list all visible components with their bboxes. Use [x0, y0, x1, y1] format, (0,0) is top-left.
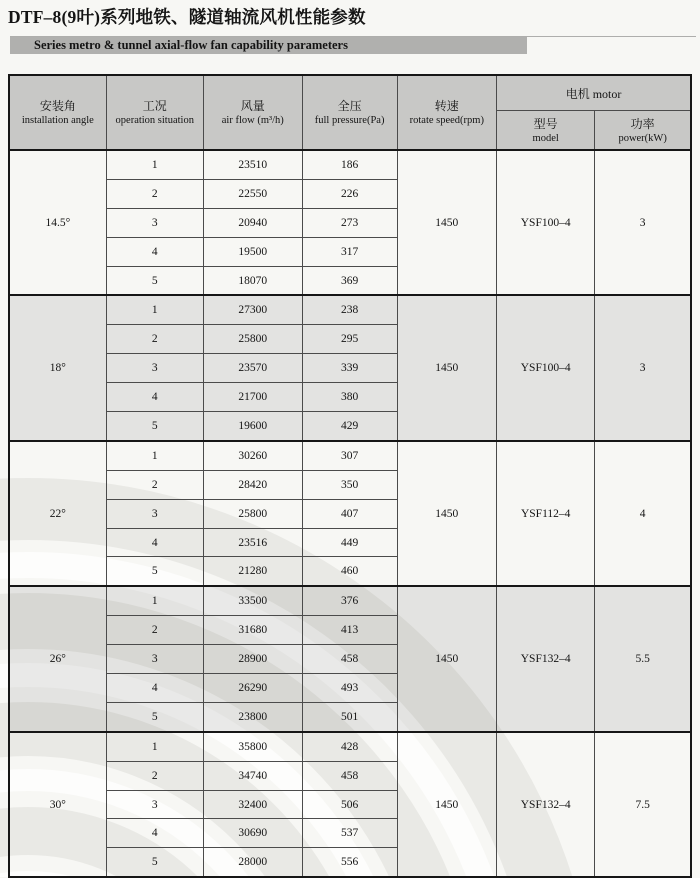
- situation-cell: 4: [106, 383, 203, 412]
- table-row: [9, 295, 691, 324]
- pressure-cell: 537: [302, 819, 397, 848]
- situation-cell: 2: [106, 761, 203, 790]
- col-header-installation-angle-zh: 安装角: [39, 99, 76, 114]
- airflow-cell: 21280: [203, 557, 302, 586]
- airflow-cell: 32400: [203, 790, 302, 819]
- situation-cell: 2: [106, 325, 203, 354]
- airflow-cell: 25800: [203, 325, 302, 354]
- airflow-cell: 30690: [203, 819, 302, 848]
- pressure-cell: 339: [302, 354, 397, 383]
- speed-cell: 1450: [397, 732, 497, 877]
- angle-cell: 22°: [9, 441, 106, 586]
- col-header-model-en: model: [532, 132, 559, 144]
- model-cell: YSF100–4: [497, 150, 595, 295]
- pressure-cell: 458: [302, 645, 397, 674]
- airflow-cell: 26290: [203, 674, 302, 703]
- col-header-rotate-speed-zh: 转速: [434, 99, 459, 114]
- airflow-cell: 23510: [203, 150, 302, 179]
- airflow-cell: 18070: [203, 266, 302, 295]
- model-cell: YSF112–4: [497, 441, 595, 586]
- speed-cell: 1450: [397, 150, 497, 295]
- situation-cell: 1: [106, 295, 203, 324]
- pressure-cell: 493: [302, 674, 397, 703]
- col-header-full-pressure-en: full pressure(Pa): [314, 115, 385, 127]
- col-header-model: [497, 111, 595, 151]
- situation-cell: 4: [106, 237, 203, 266]
- airflow-cell: 30260: [203, 441, 302, 470]
- table-row: [9, 586, 691, 615]
- situation-cell: 5: [106, 557, 203, 586]
- pressure-cell: 350: [302, 470, 397, 499]
- col-header-power-zh: 功率: [630, 116, 655, 131]
- pressure-cell: 460: [302, 557, 397, 586]
- situation-cell: 4: [106, 528, 203, 557]
- pressure-cell: 506: [302, 790, 397, 819]
- col-header-power: [595, 111, 691, 151]
- col-header-air-flow-zh: 风量: [240, 99, 265, 114]
- airflow-cell: 23800: [203, 702, 302, 731]
- angle-cell: 30°: [9, 732, 106, 877]
- table-row: [9, 441, 691, 470]
- airflow-cell: 25800: [203, 499, 302, 528]
- pressure-cell: 449: [302, 528, 397, 557]
- angle-cell: 14.5°: [9, 150, 106, 295]
- situation-cell: 3: [106, 208, 203, 237]
- power-cell: 3: [595, 295, 691, 440]
- airflow-cell: 21700: [203, 383, 302, 412]
- airflow-cell: 28420: [203, 470, 302, 499]
- speed-cell: 1450: [397, 295, 497, 440]
- pressure-cell: 226: [302, 179, 397, 208]
- airflow-cell: 23516: [203, 528, 302, 557]
- pressure-cell: 429: [302, 412, 397, 441]
- airflow-cell: 33500: [203, 586, 302, 615]
- situation-cell: 3: [106, 354, 203, 383]
- situation-cell: 3: [106, 499, 203, 528]
- pressure-cell: 295: [302, 325, 397, 354]
- angle-cell: 18°: [9, 295, 106, 440]
- page-subtitle: Series metro & tunnel axial-flow fan capability parameters: [10, 37, 527, 54]
- col-header-operation-situation-zh: 工况: [142, 99, 167, 114]
- speed-cell: 1450: [397, 441, 497, 586]
- model-cell: YSF100–4: [497, 295, 595, 440]
- situation-cell: 1: [106, 150, 203, 179]
- pressure-cell: 458: [302, 761, 397, 790]
- pressure-cell: 376: [302, 586, 397, 615]
- power-cell: 3: [595, 150, 691, 295]
- airflow-cell: 22550: [203, 179, 302, 208]
- pressure-cell: 238: [302, 295, 397, 324]
- col-header-installation-angle-en: installation angle: [21, 115, 94, 127]
- pressure-cell: 369: [302, 266, 397, 295]
- situation-cell: 5: [106, 702, 203, 731]
- pressure-cell: 501: [302, 702, 397, 731]
- col-header-model-zh: 型号: [533, 116, 558, 131]
- col-header-rotate-speed: [397, 75, 497, 150]
- subtitle-row: [10, 36, 698, 54]
- situation-cell: 2: [106, 470, 203, 499]
- pressure-cell: 407: [302, 499, 397, 528]
- airflow-cell: 31680: [203, 616, 302, 645]
- table-row: [9, 732, 691, 761]
- power-cell: 5.5: [595, 586, 691, 731]
- pressure-cell: 380: [302, 383, 397, 412]
- angle-cell: 26°: [9, 586, 106, 731]
- pressure-cell: 413: [302, 616, 397, 645]
- fan-parameters-table: [8, 74, 692, 878]
- pressure-cell: 273: [302, 208, 397, 237]
- situation-cell: 5: [106, 266, 203, 295]
- situation-cell: 4: [106, 819, 203, 848]
- situation-cell: 2: [106, 616, 203, 645]
- pressure-cell: 428: [302, 732, 397, 761]
- airflow-cell: 35800: [203, 732, 302, 761]
- situation-cell: 5: [106, 412, 203, 441]
- airflow-cell: 20940: [203, 208, 302, 237]
- situation-cell: 5: [106, 848, 203, 877]
- col-header-air-flow-en: air flow (m³/h): [221, 115, 284, 127]
- airflow-cell: 19500: [203, 237, 302, 266]
- airflow-cell: 27300: [203, 295, 302, 324]
- col-header-full-pressure-zh: 全压: [337, 99, 362, 114]
- page-title: DTF–8(9叶)系列地铁、隧道轴流风机性能参数: [8, 7, 366, 27]
- col-header-operation-situation-en: operation situation: [115, 115, 194, 127]
- model-cell: YSF132–4: [497, 586, 595, 731]
- col-header-motor: [497, 75, 691, 111]
- power-cell: 4: [595, 441, 691, 586]
- col-header-operation-situation: [106, 75, 203, 150]
- pressure-cell: 317: [302, 237, 397, 266]
- table-row: [9, 150, 691, 179]
- col-header-power-en: power(kW): [618, 132, 667, 144]
- airflow-cell: 19600: [203, 412, 302, 441]
- airflow-cell: 34740: [203, 761, 302, 790]
- situation-cell: 4: [106, 674, 203, 703]
- pressure-cell: 186: [302, 150, 397, 179]
- situation-cell: 3: [106, 645, 203, 674]
- pressure-cell: 556: [302, 848, 397, 877]
- col-header-air-flow: [203, 75, 302, 150]
- situation-cell: 2: [106, 179, 203, 208]
- col-header-installation-angle: [9, 75, 106, 150]
- airflow-cell: 28900: [203, 645, 302, 674]
- col-header-motor-label: 电机 motor: [565, 86, 622, 101]
- power-cell: 7.5: [595, 732, 691, 877]
- speed-cell: 1450: [397, 586, 497, 731]
- pressure-cell: 307: [302, 441, 397, 470]
- situation-cell: 1: [106, 441, 203, 470]
- situation-cell: 1: [106, 732, 203, 761]
- airflow-cell: 28000: [203, 848, 302, 877]
- airflow-cell: 23570: [203, 354, 302, 383]
- situation-cell: 1: [106, 586, 203, 615]
- model-cell: YSF132–4: [497, 732, 595, 877]
- fan-table-body: [9, 150, 691, 877]
- col-header-rotate-speed-en: rotate speed(rpm): [409, 115, 484, 127]
- catalog-page: [0, 4, 700, 878]
- situation-cell: 3: [106, 790, 203, 819]
- col-header-full-pressure: [302, 75, 397, 150]
